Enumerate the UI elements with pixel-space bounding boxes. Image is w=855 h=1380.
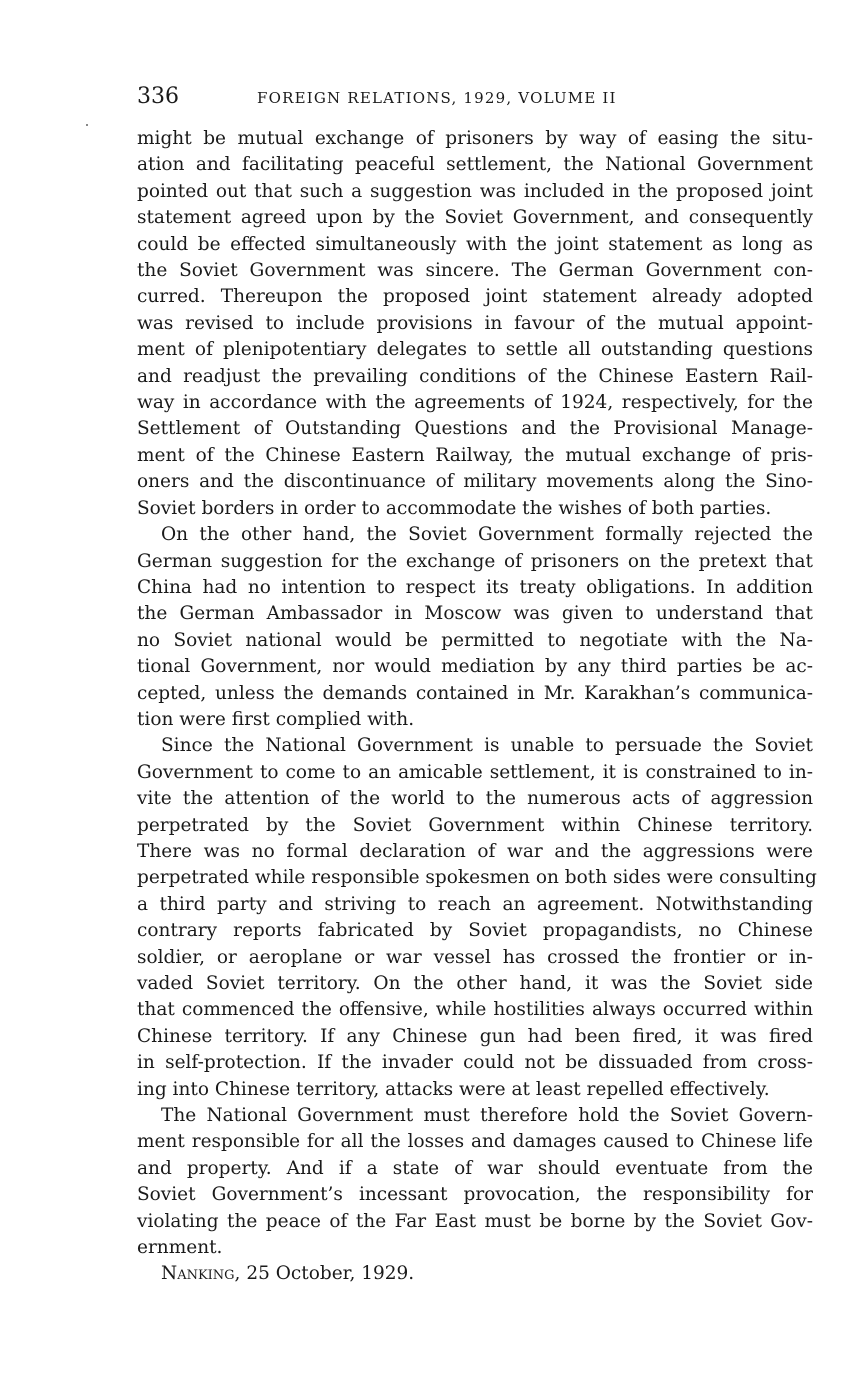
text-line: ation and facilitating peaceful settlement, the National Government bbox=[137, 154, 813, 176]
text-line: that commenced the offensive, while hostilities always occurred within bbox=[137, 999, 813, 1021]
text-line: no Soviet national would be permitted to negotiate with the Na- bbox=[137, 629, 813, 651]
text-line: and readjust the prevailing conditions of the Chinese Eastern Rail- bbox=[137, 365, 813, 387]
text-line: perpetrated by the Soviet Government within Chinese territory. bbox=[137, 814, 813, 836]
text-line: German suggestion for the exchange of prisoners on the pretext that bbox=[137, 550, 813, 572]
paragraph-1 bbox=[137, 126, 813, 522]
text-line: in self-protection. If the invader could not be dissuaded from cross- bbox=[137, 1052, 813, 1074]
text-line: might be mutual exchange of prisoners by way of easing the situ- bbox=[137, 128, 813, 149]
signoff bbox=[137, 1261, 813, 1287]
text-line: statement agreed upon by the Soviet Government, and consequently bbox=[137, 207, 813, 229]
text-line: The National Government must therefore hold the Soviet Govern- bbox=[161, 1105, 813, 1127]
text-line: perpetrated while responsible spokesmen on both sides were consulting bbox=[137, 867, 817, 889]
running-head: FOREIGN RELATIONS, 1929, VOLUME II bbox=[257, 89, 617, 107]
paragraph-2 bbox=[137, 522, 813, 733]
paragraph-3 bbox=[137, 733, 817, 1103]
text-line: ing into Chinese territory, attacks were at least repelled effectively. bbox=[137, 1078, 770, 1100]
text-line: China had no intention to respect its treaty obligations. In addition bbox=[137, 576, 813, 598]
text-line: and property. And if a state of war should eventuate from the bbox=[137, 1157, 813, 1179]
signoff-place: Nanking, bbox=[161, 1263, 241, 1285]
margin-mark bbox=[86, 124, 88, 126]
text-line: tional Government, nor would mediation by any third parties be ac- bbox=[137, 656, 813, 678]
text-line: vaded Soviet territory. On the other hand, it was the Soviet side bbox=[137, 973, 813, 994]
text-line: ment responsible for all the losses and damages caused to Chinese life bbox=[137, 1131, 813, 1153]
text-line: curred. Thereupon the proposed joint statement already adopted bbox=[137, 286, 813, 308]
text-line: ment of plenipotentiary delegates to settle all outstanding questions bbox=[137, 339, 813, 361]
text-line: was revised to include provisions in favour of the mutual appoint- bbox=[137, 312, 813, 334]
text-line: could be effected simultaneously with the joint statement as long as bbox=[137, 233, 813, 255]
text-line: tion were first complied with. bbox=[137, 708, 415, 730]
text-line: vite the attention of the world to the numerous acts of aggression bbox=[137, 788, 813, 810]
text-line: ment of the Chinese Eastern Railway, the mutual exchange of pris- bbox=[137, 444, 813, 466]
text-line: the Soviet Government was sincere. The German Government con- bbox=[137, 260, 813, 282]
page-header bbox=[137, 84, 813, 114]
text-line: Settlement of Outstanding Questions and the Provisional Manage- bbox=[137, 418, 813, 440]
document-page bbox=[137, 84, 817, 1288]
text-line: soldier, or aeroplane or war vessel has crossed the frontier or in- bbox=[137, 946, 813, 968]
body-text bbox=[137, 126, 817, 1261]
text-line: Chinese territory. If any Chinese gun had been fired, it was fired bbox=[137, 1025, 813, 1047]
text-line: pointed out that such a suggestion was included in the proposed joint bbox=[137, 180, 813, 202]
text-line: ernment. bbox=[137, 1237, 223, 1259]
text-line: the German Ambassador in Moscow was given to understand that bbox=[137, 603, 813, 625]
text-line: Soviet Government’s incessant provocation, the responsibility for bbox=[137, 1184, 813, 1206]
text-line: way in accordance with the agreements of 1924, respectively, for the bbox=[137, 392, 813, 414]
text-line: Since the National Government is unable to persuade the Soviet bbox=[161, 735, 813, 757]
signoff-date: 25 October, 1929. bbox=[240, 1263, 415, 1285]
text-line: violating the peace of the Far East must be borne by the Soviet Gov- bbox=[137, 1210, 813, 1232]
text-line: Government to come to an amicable settlement, it is constrained to in- bbox=[137, 761, 813, 783]
text-line: Soviet borders in order to accommodate the wishes of both parties. bbox=[137, 497, 772, 519]
text-line: a third party and striving to reach an agreement. Notwithstanding bbox=[137, 893, 813, 915]
page-number: 336 bbox=[137, 84, 179, 109]
paragraph-4 bbox=[137, 1103, 813, 1261]
text-line: cepted, unless the demands contained in Mr. Karakhan’s communica- bbox=[137, 682, 813, 704]
text-line: oners and the discontinuance of military movements along the Sino- bbox=[137, 471, 813, 493]
text-line: On the other hand, the Soviet Government formally rejected the bbox=[161, 524, 813, 546]
text-line: There was no formal declaration of war and the aggressions were bbox=[137, 840, 813, 862]
text-line: contrary reports fabricated by Soviet propagandists, no Chinese bbox=[137, 920, 813, 942]
